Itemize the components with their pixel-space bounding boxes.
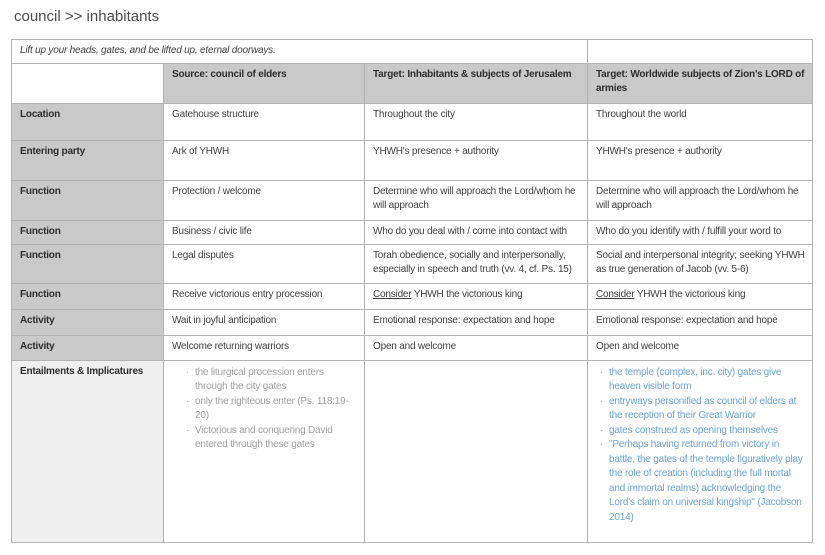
row-label-cell: Activity (12, 309, 164, 335)
source-cell: Gatehouse structure (164, 103, 365, 140)
source-cell: Ark of YHWH (164, 140, 365, 180)
row-label-cell: Location (12, 103, 164, 140)
table-row-function-business (12, 220, 813, 244)
quote-text: Lift up your heads, gates, and be lifted up, eternal doorways. (20, 45, 276, 56)
target-text: YHWH the victorious king (411, 288, 523, 300)
header-empty-cell (12, 63, 164, 103)
target-world-cell: Social and interpersonal integrity; seeking YHWH as true generation of Jacob (vv. 5-6) (588, 244, 813, 283)
source-cell: Wait in joyful anticipation (164, 309, 365, 335)
source-cell: Protection / welcome (164, 180, 365, 220)
table-row-activity-wait (12, 309, 813, 335)
row-label-cell: Function (12, 283, 164, 309)
list-item: · entryways personified as council of elders at the reception of their Great Warrior (598, 395, 806, 424)
target-text: YHWH the victorious king (634, 288, 746, 300)
row-label-cell: Entailments & Implicatures (12, 360, 164, 542)
target-world-cell (588, 283, 813, 309)
list-item: · the temple (complex, inc. city) gates give heaven visible form (598, 366, 806, 395)
target-jerusalem-cell: Throughout the city (365, 103, 588, 140)
target-world-cell: Open and welcome (588, 335, 813, 360)
table-row-function-protection (12, 180, 813, 220)
target-world-cell: YHWH's presence + authority (588, 140, 813, 180)
target-jerusalem-cell: YHWH's presence + authority (365, 140, 588, 180)
row-label-cell: Function (12, 220, 164, 244)
mapping-table (11, 39, 813, 543)
quote-row (12, 40, 813, 64)
target-jerusalem-cell: Open and welcome (365, 335, 588, 360)
source-cell: Receive victorious entry procession (164, 283, 365, 309)
page-title: council >> inhabitants (14, 8, 160, 25)
source-cell: Legal disputes (164, 244, 365, 283)
source-entailments-cell (164, 360, 365, 542)
target-jerusalem-cell: Torah obedience, socially and interpersonally, especially in speech and truth (vv. 4, cf. Ps. 15) (365, 244, 588, 283)
target-jerusalem-cell: Determine who will approach the Lord/whom he will approach (365, 180, 588, 220)
column-header-source: Source: council of elders (164, 63, 365, 103)
target-world-cell: Throughout the world (588, 103, 813, 140)
list-item: · "Perhaps having returned from victory in battle, the gates of the temple figuratively play the role of creation (including the full mortal and immortal realms) acknowledging the Lord's claim on universal kingship" (Jacobson 2014) (598, 438, 806, 525)
quote-row-empty-cell (588, 40, 813, 64)
list-item: · Victorious and conquering David entered through these gates (184, 424, 358, 453)
list-item: · gates construed as opening themselves (598, 424, 806, 439)
table-row-function-procession (12, 283, 813, 309)
source-entailments-list (184, 366, 358, 453)
column-header-target-jerusalem: Target: Inhabitants & subjects of Jerusalem (365, 63, 588, 103)
target-jerusalem-cell (365, 283, 588, 309)
quote-cell (12, 40, 588, 64)
target-world-cell: Determine who will approach the Lord/whom he will approach (588, 180, 813, 220)
source-cell: Welcome returning warriors (164, 335, 365, 360)
target-jerusalem-entailments-cell (365, 360, 588, 542)
row-label-cell: Entering party (12, 140, 164, 180)
header-row (12, 63, 813, 103)
source-cell: Business / civic life (164, 220, 365, 244)
list-item: · only the righteous enter (Ps. 118:19-20) (184, 395, 358, 424)
target-jerusalem-cell: Emotional response: expectation and hope (365, 309, 588, 335)
target-world-cell: Emotional response: expectation and hope (588, 309, 813, 335)
underlined-word: Consider (373, 288, 412, 300)
column-header-target-world: Target: Worldwide subjects of Zion's LORD of armies (588, 63, 813, 103)
list-item: · the liturgical procession enters through the city gates (184, 366, 358, 395)
row-label-cell: Function (12, 244, 164, 283)
row-label-cell: Function (12, 180, 164, 220)
target-jerusalem-cell: Who do you deal with / come into contact with (365, 220, 588, 244)
target-world-entailments-list (598, 366, 806, 526)
table-row-entailments (12, 360, 813, 542)
underlined-word: Consider (596, 288, 635, 300)
table-row-function-legal (12, 244, 813, 283)
row-label-cell: Activity (12, 335, 164, 360)
table-row-location (12, 103, 813, 140)
target-world-entailments-cell (588, 360, 813, 542)
table-row-entering-party (12, 140, 813, 180)
target-world-cell: Who do you identify with / fulfill your word to (588, 220, 813, 244)
table-row-activity-welcome (12, 335, 813, 360)
